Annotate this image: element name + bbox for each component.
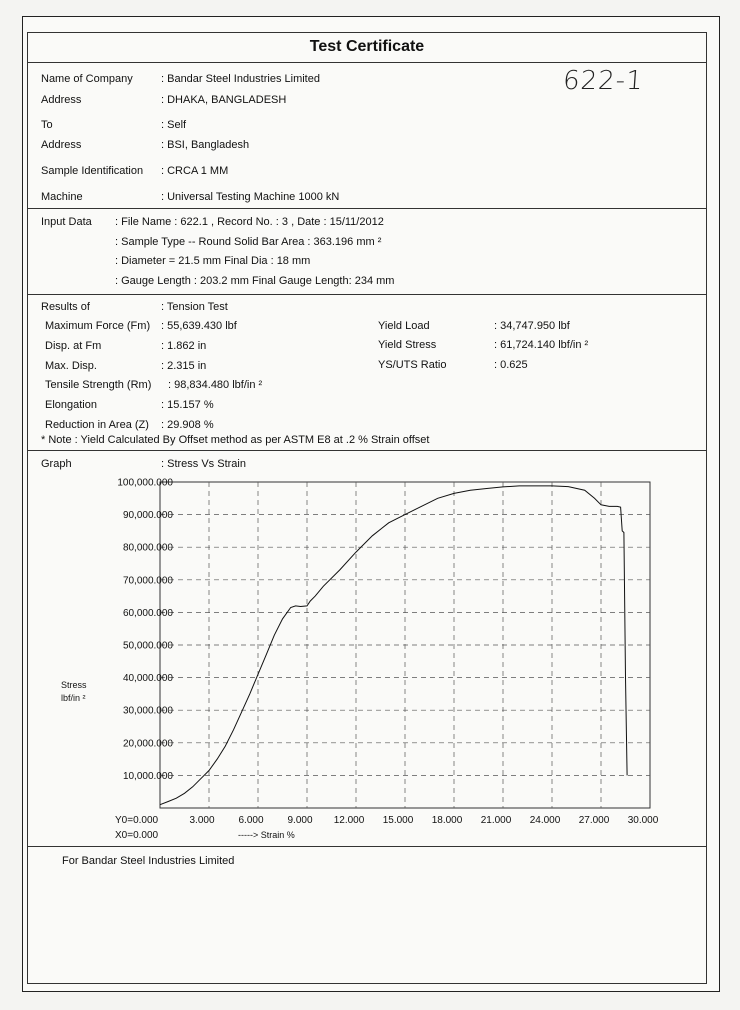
x-tick-label: 3.000 bbox=[189, 815, 215, 826]
graph-title: : Stress Vs Strain bbox=[161, 458, 246, 470]
sample-label: Sample Identification bbox=[41, 165, 144, 177]
sample-value: : CRCA 1 MM bbox=[161, 165, 229, 177]
x-tick-label: 24.000 bbox=[529, 815, 561, 826]
graph-label: Graph bbox=[41, 458, 72, 470]
to-label: To bbox=[41, 119, 53, 131]
machine-value: : Universal Testing Machine 1000 kN bbox=[161, 191, 340, 203]
machine-label: Machine bbox=[41, 191, 83, 203]
input-line-gauge: : Gauge Length : 203.2 mm Final Gauge Length: 234 mm bbox=[115, 275, 395, 287]
elongation-label: Elongation bbox=[45, 399, 97, 411]
y-tick-label: 100,000.000 bbox=[117, 477, 173, 489]
to-address-value: : BSI, Bangladesh bbox=[161, 139, 250, 151]
x-tick-label: 18.000 bbox=[431, 815, 463, 826]
x-tick-label: 15.000 bbox=[382, 815, 414, 826]
y-axis-label-stress: Stress bbox=[61, 680, 87, 690]
to-address-label: Address bbox=[41, 139, 82, 151]
certificate-title: Test Certificate bbox=[309, 38, 425, 55]
disp-fm-label: Disp. at Fm bbox=[45, 340, 102, 352]
input-line-diameter: : Diameter = 21.5 mm Final Dia : 18 mm bbox=[115, 255, 311, 267]
x-tick-label: 6.000 bbox=[238, 815, 264, 826]
ratio-value: : 0.625 bbox=[494, 359, 528, 371]
y-tick-label: 90,000.000 bbox=[122, 510, 173, 522]
input-line-file: : File Name : 622.1 , Record No. : 3 , Date : 15/11/2012 bbox=[115, 216, 384, 228]
yield-load-value: : 34,747.950 lbf bbox=[494, 320, 570, 332]
max-disp-label: Max. Disp. bbox=[45, 360, 97, 372]
x-tick-label: 12.000 bbox=[333, 815, 365, 826]
y-tick-label: 30,000.000 bbox=[122, 705, 173, 717]
x-tick-label: 9.000 bbox=[287, 815, 313, 826]
company-value: : Bandar Steel Industries Limited bbox=[161, 73, 320, 85]
offset-note: * Note : Yield Calculated By Offset method as per ASTM E8 at .2 % Strain offset bbox=[41, 434, 430, 446]
x0-label: X0=0.000 bbox=[115, 830, 159, 841]
max-disp-value: : 2.315 in bbox=[161, 360, 207, 372]
x-tick-label: 27.000 bbox=[578, 815, 610, 826]
handwritten-id: 622-1 bbox=[561, 66, 645, 96]
max-force-label: Maximum Force (Fm) bbox=[45, 320, 151, 332]
results-label: Results of bbox=[41, 301, 90, 313]
tensile-label: Tensile Strength (Rm) bbox=[45, 379, 152, 391]
x-axis-label: -----> Strain % bbox=[238, 830, 295, 840]
max-force-value: : 55,639.430 lbf bbox=[161, 320, 237, 332]
signature-line: For Bandar Steel Industries Limited bbox=[62, 855, 235, 867]
address-label: Address bbox=[41, 94, 82, 106]
input-label: Input Data bbox=[41, 216, 92, 228]
yield-load-label: Yield Load bbox=[378, 320, 430, 332]
y-tick-label: 60,000.000 bbox=[122, 607, 173, 619]
company-label: Name of Company bbox=[41, 73, 133, 85]
y-tick-label: 40,000.000 bbox=[122, 673, 173, 685]
reduction-value: : 29.908 % bbox=[161, 419, 214, 431]
x-tick-label: 30.000 bbox=[627, 815, 659, 826]
y-tick-label: 80,000.000 bbox=[122, 542, 173, 554]
results-test: : Tension Test bbox=[161, 301, 228, 313]
address-value: : DHAKA, BANGLADESH bbox=[161, 94, 287, 106]
y-axis-label-unit: lbf/in ² bbox=[61, 693, 86, 703]
yield-stress-label: Yield Stress bbox=[378, 339, 437, 351]
input-line-sample: : Sample Type -- Round Solid Bar Area : 363.196 mm ² bbox=[115, 236, 382, 248]
yield-stress-value: : 61,724.140 lbf/in ² bbox=[494, 339, 589, 351]
to-value: : Self bbox=[161, 119, 187, 131]
reduction-label: Reduction in Area (Z) bbox=[45, 419, 149, 431]
y-tick-label: 20,000.000 bbox=[122, 738, 173, 750]
y-tick-label: 70,000.000 bbox=[122, 575, 173, 587]
x-tick-label: 21.000 bbox=[480, 815, 512, 826]
y0-label: Y0=0.000 bbox=[115, 815, 159, 826]
elongation-value: : 15.157 % bbox=[161, 399, 214, 411]
tensile-value: : 98,834.480 lbf/in ² bbox=[168, 379, 263, 391]
disp-fm-value: : 1.862 in bbox=[161, 340, 207, 352]
ratio-label: YS/UTS Ratio bbox=[378, 359, 447, 371]
y-tick-label: 50,000.000 bbox=[122, 640, 173, 652]
y-tick-label: 10,000.000 bbox=[122, 770, 173, 782]
divider bbox=[27, 846, 707, 847]
